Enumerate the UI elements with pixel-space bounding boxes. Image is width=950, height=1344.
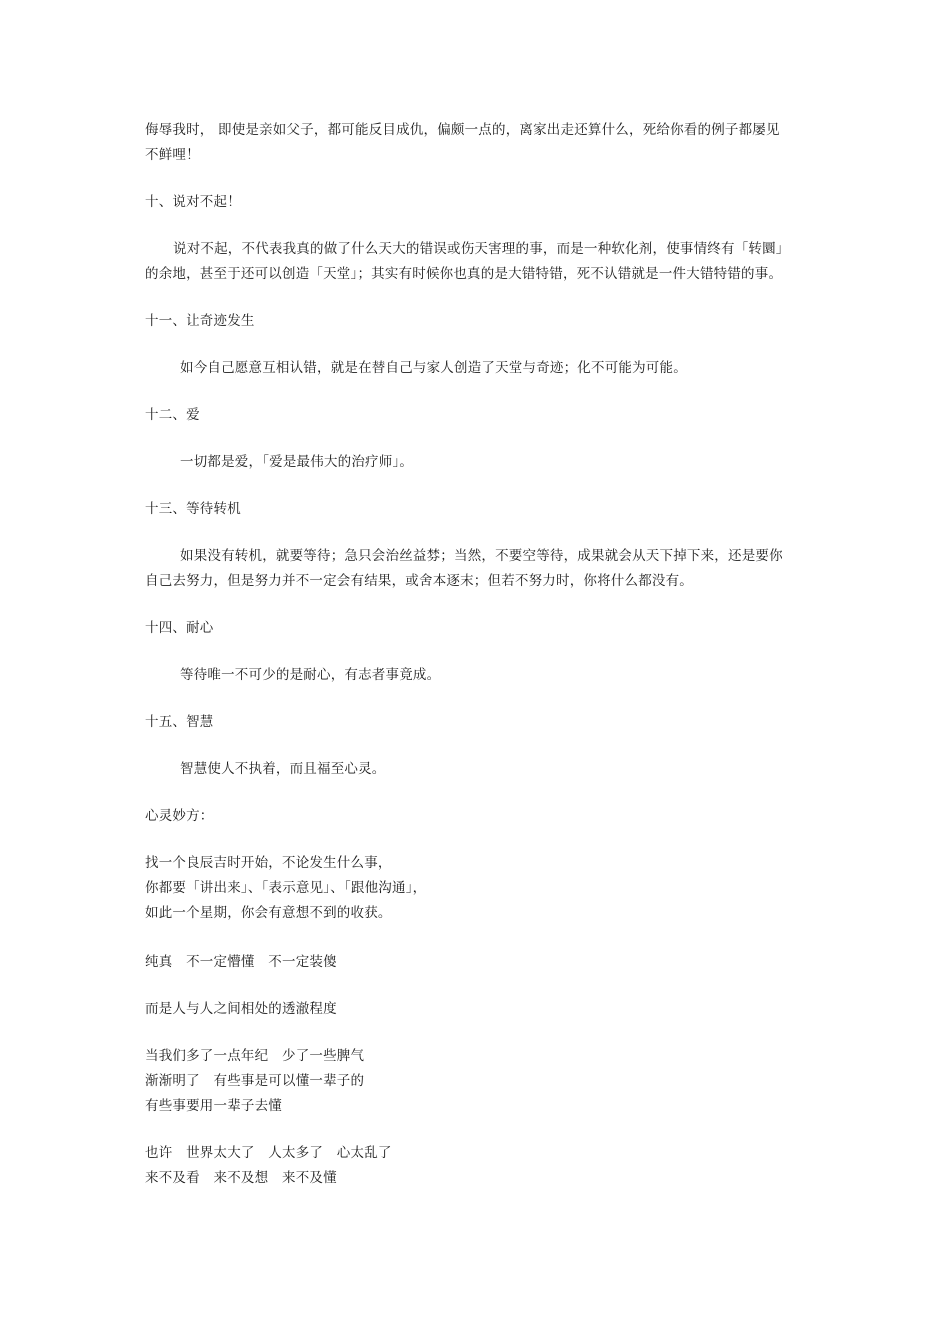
section-heading: 十五、智慧 <box>145 714 214 730</box>
section-heading: 十二、爱 <box>145 407 200 423</box>
paragraph-line: 智慧使人不执着，而且福至心灵。 <box>180 761 386 777</box>
section-heading: 十、说对不起！ <box>145 194 241 210</box>
paragraph-line: 如果没有转机，就要等待；急只会治丝益棼；当然，不要空等待，成果就会从天下掉下来，还是要你 <box>180 548 783 564</box>
paragraph-line: 找一个良辰吉时开始，不论发生什么事， <box>145 855 392 871</box>
paragraph-line: 如今自己愿意互相认错，就是在替自己与家人创造了天堂与奇迹；化不可能为可能。 <box>180 360 687 376</box>
section-heading: 十四、耐心 <box>145 620 214 636</box>
paragraph-line: 的余地，甚至于还可以创造「天堂」；其实有时候你也真的是大错特错，死不认错就是一件大错特错的事。 <box>145 266 783 282</box>
poem-line: 当我们多了一点年纪 少了一些脾气 <box>145 1048 365 1064</box>
paragraph-line: 一切都是爱，「爱是最伟大的治疗师」。 <box>180 454 414 470</box>
section-heading: 十三、等待转机 <box>145 501 241 517</box>
poem-line: 有些事要用一辈子去懂 <box>145 1098 282 1114</box>
paragraph-line: 说对不起，不代表我真的做了什么天大的错误或伤天害理的事，而是一种软化剂，使事情终有「转圜」 <box>173 241 790 257</box>
section-heading: 十一、让奇迹发生 <box>145 313 255 329</box>
paragraph-line: 不鲜哩！ <box>145 147 200 163</box>
paragraph-line: 你都要「讲出来」、「表示意见」、「跟他沟通」， <box>145 880 427 896</box>
paragraph-line: 等待唯一不可少的是耐心，有志者事竟成。 <box>180 667 441 683</box>
poem-line: 也许 世界太大了 人太多了 心太乱了 <box>145 1145 392 1161</box>
paragraph-line: 侮辱我时， 即使是亲如父子，都可能反目成仇，偏颇一点的，离家出走还算什么，死给你看的例子都屡见 <box>145 122 780 138</box>
poem-line: 纯真 不一定懵懂 不一定装傻 <box>145 954 337 970</box>
poem-line: 渐渐明了 有些事是可以懂一辈子的 <box>145 1073 365 1089</box>
paragraph-line: 自己去努力，但是努力并不一定会有结果，或舍本逐末；但若不努力时，你将什么都没有。 <box>145 573 693 589</box>
poem-line: 而是人与人之间相处的透澈程度 <box>145 1001 337 1017</box>
paragraph-line: 如此一个星期，你会有意想不到的收获。 <box>145 905 392 921</box>
section-heading: 心灵妙方： <box>145 808 214 824</box>
poem-line: 来不及看 来不及想 来不及懂 <box>145 1170 337 1186</box>
